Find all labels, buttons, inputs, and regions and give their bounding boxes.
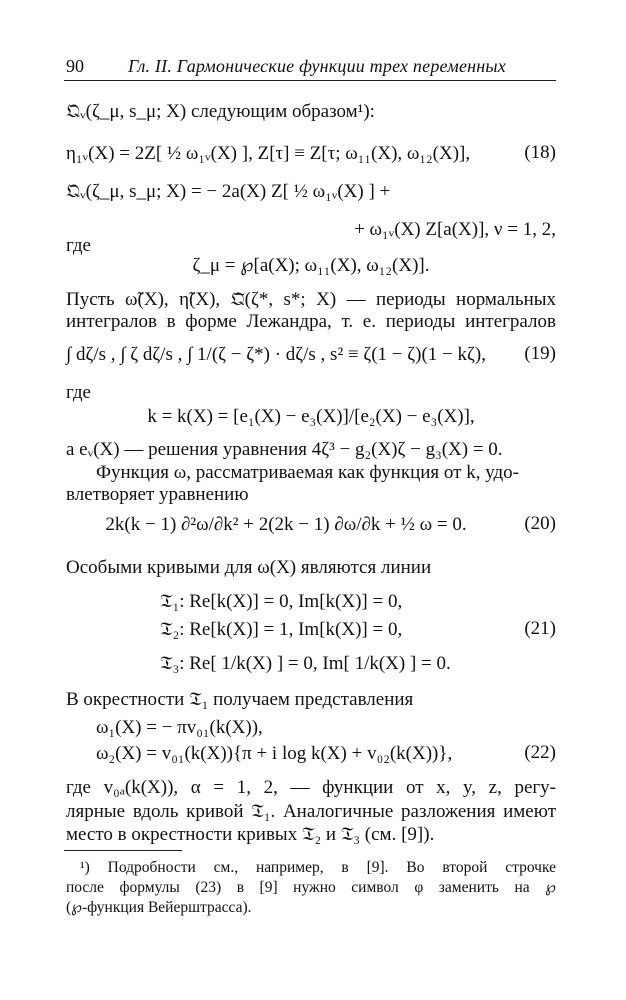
formula-18-line-1: η₁ᵥ(X) = 2Z[ ½ ω₁ᵥ(X) ], Z[τ] ≡ Z[τ; ω₁₁(X), ω₁₂(X)], bbox=[66, 143, 471, 164]
footnote-line: ¹) Подробности см., например, в [9]. Во второй строчке bbox=[80, 859, 556, 876]
curve-T1: 𝔗₁: Re[k(X)] = 0, Im[k(X)] = 0, bbox=[160, 591, 403, 612]
text-line: интегралов в форме Лежандра, т. е. периоды интегралов bbox=[66, 311, 556, 332]
page-number: 90 bbox=[66, 56, 84, 76]
running-title: Гл. II. Гармонические функции трех переменных bbox=[128, 56, 506, 76]
text-where: где bbox=[66, 235, 91, 256]
formula-22-line-1: ω₁(X) = − πv₀₁(k(X)), bbox=[96, 717, 263, 738]
footnote-line: после формулы (23) в [9] нужно символ φ заменить на ℘ bbox=[66, 879, 556, 896]
footnote-rule bbox=[64, 850, 182, 851]
curve-T2: 𝔗₂: Re[k(X)] = 1, Im[k(X)] = 0, bbox=[160, 619, 403, 640]
formula-20: 2k(k − 1) ∂²ω/∂k² + 2(2k − 1) ∂ω/∂k + ½ ω = 0. bbox=[105, 514, 467, 535]
formula-22-line-2: ω₂(X) = v₀₁(k(X)){π + i log k(X) + v₀₂(k(X))}, bbox=[96, 743, 453, 764]
text-line: Особыми кривыми для ω(X) являются линии bbox=[66, 557, 432, 578]
text-line: 𝔔ᵥ(ζ_μ, s_μ; X) следующим образом¹): bbox=[66, 101, 375, 122]
equation-number-21: (21) bbox=[524, 618, 556, 639]
curve-T3: 𝔗₃: Re[ 1/k(X) ] = 0, Im[ 1/k(X) ] = 0. bbox=[160, 653, 451, 674]
text-line: лярные вдоль кривой 𝔗₁. Аналогичные разложения имеют bbox=[66, 801, 556, 822]
formula-18-line-2: 𝔔ᵥ(ζ_μ, s_μ; X) = − 2a(X) Z[ ½ ω₁ᵥ(X) ] + bbox=[66, 181, 391, 202]
header-rule bbox=[64, 80, 556, 81]
equation-number-22: (22) bbox=[524, 742, 556, 763]
equation-number-18: (18) bbox=[524, 142, 556, 163]
text-line: а eᵥ(X) — решения уравнения 4ζ³ − g₂(X)ζ − g₃(X) = 0. bbox=[66, 439, 503, 460]
formula-k: k = k(X) = [e₁(X) − e₃(X)]/[e₂(X) − e₃(X)], bbox=[147, 406, 475, 427]
equation-number-19: (19) bbox=[524, 343, 556, 364]
formula-18-line-3: + ω₁ᵥ(X) Z[a(X)], ν = 1, 2, bbox=[354, 219, 556, 240]
text-line: где v₀ₐ(k(X)), α = 1, 2, — функции от x, y, z, регу- bbox=[66, 777, 556, 798]
equation-number-20: (20) bbox=[524, 513, 556, 534]
footnote-line: (℘-функция Вейерштрасса). bbox=[66, 899, 252, 916]
text-line: В окрестности 𝔗₁ получаем представления bbox=[66, 689, 414, 710]
formula-19: ∫ dζ/s , ∫ ζ dζ/s , ∫ 1/(ζ − ζ*) · dζ/s , s² ≡ ζ(1 − ζ)(1 − kζ), bbox=[66, 344, 486, 365]
text-line: влетворяет уравнению bbox=[66, 484, 249, 505]
text-line: Пусть ω̃(X), η̃(X), 𝔔̃(ζ*, s*; X) — периоды нормальных bbox=[66, 289, 556, 310]
text-line: Функция ω, рассматриваемая как функция от k, удо- bbox=[96, 462, 520, 483]
text-line: место в окрестности кривых 𝔗₂ и 𝔗₃ (см. [9]). bbox=[66, 824, 435, 845]
formula-zeta: ζ_μ = ℘[a(X); ω₁₁(X), ω₁₂(X)]. bbox=[192, 255, 430, 276]
text-where: где bbox=[66, 382, 91, 403]
